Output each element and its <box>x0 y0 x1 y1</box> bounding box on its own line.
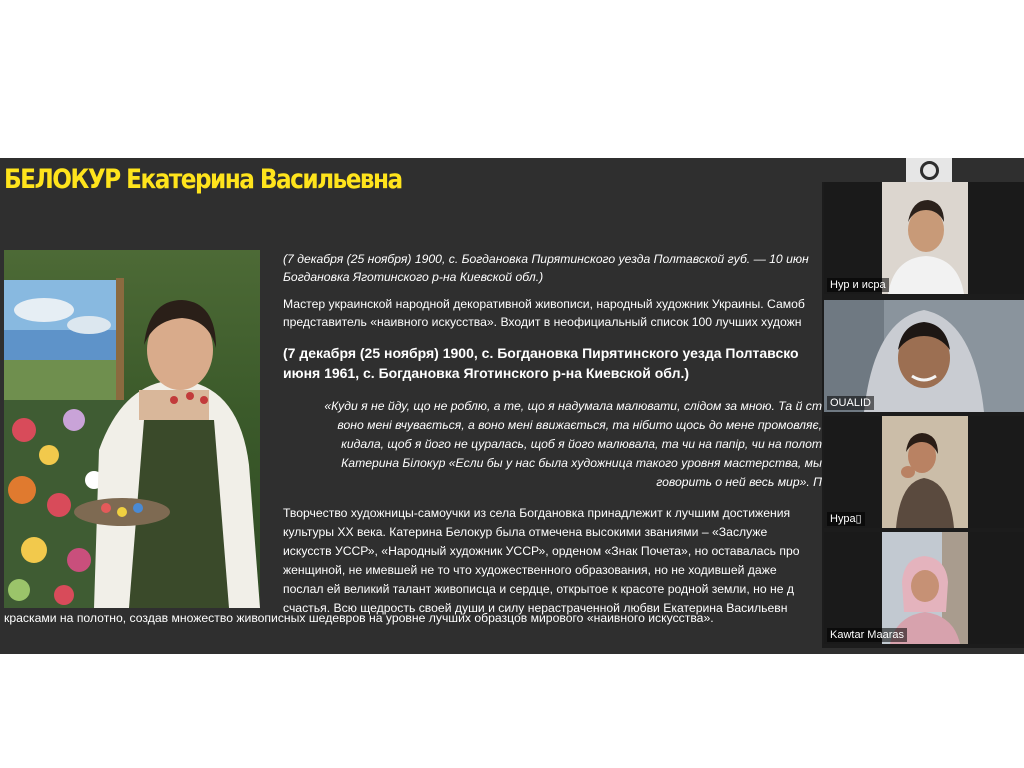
participant-name: OUALID <box>827 396 874 410</box>
slide-text <box>283 250 824 654</box>
participant-tile[interactable] <box>824 416 1024 528</box>
participant-name: Нура▯ <box>827 512 865 526</box>
dates-bold-paragraph: (7 декабря (25 ноября) 1900, с. Богдановка Пирятинского уезда Полтавско июня 1961, с. Богдановка Яготинского р-на Киевской обл.) <box>283 345 799 381</box>
participant-gallery <box>822 182 1024 648</box>
quote-paragraph: «Куди я не йду, що не роблю, а те, що я надумала малювати, слідом за мною. Та й ст воно мені вчувається, а воно мені ввижається, та нібито щось до мене промовляє, кидала, щоб я його не цуралась, щоб я його малювала, та чи на папір, чи на полот Катерина Білокур «Если бы у нас была художница такого уровня мастерства, мы говорить о ней весь мир». П <box>324 399 822 489</box>
slide-title: БЕЛОКУР Екатерина Васильевна <box>4 164 402 195</box>
participant-tile[interactable] <box>824 182 1024 294</box>
participant-video <box>882 416 968 528</box>
participant-tile[interactable] <box>824 532 1024 644</box>
intro-paragraph: Мастер украинской народной декоративной живописи, народный художник Украины. Самоб представитель «наивного искусства». Входит в неофициальный список 100 лучших художн <box>283 297 805 329</box>
dates-italic-paragraph: (7 декабря (25 ноября) 1900, с. Богдановка Пирятинского уезда Полтавской губ. — 10 июн Богдановка Яготинского р-на Киевской обл.) <box>283 252 809 284</box>
body-last-line: красками на полотно, создав множество живописных шедевров на уровне лучших образцов мирового «наивного искусства». <box>4 611 714 625</box>
participant-tile-active[interactable] <box>824 300 1024 412</box>
loading-ring-icon <box>920 161 939 180</box>
participant-video <box>882 182 968 294</box>
artist-portrait-image <box>4 250 260 608</box>
participant-name: Нур и исра <box>827 278 889 292</box>
body-paragraph: Творчество художницы-самоучки из села Богдановка принадлежит к лучшим достижения культуры XX века. Катерина Белокур была отмечена высокими званиями – «Заслуже искусств УССР», «Народный художник УССР», орденом «Знак Почета», но оставалась про женщиной, не имевшей не то что художественного образования, но не ходившей даже послал ей великий талант живописца и сердце, открытое к красоте родной земли, но не д счастья. Всю щедрость своей души и силу нерастраченной любви Екатерина Васильевн <box>283 506 800 615</box>
view-toggle-button[interactable] <box>906 158 952 182</box>
participant-name: Kawtar Maaras <box>827 628 907 642</box>
